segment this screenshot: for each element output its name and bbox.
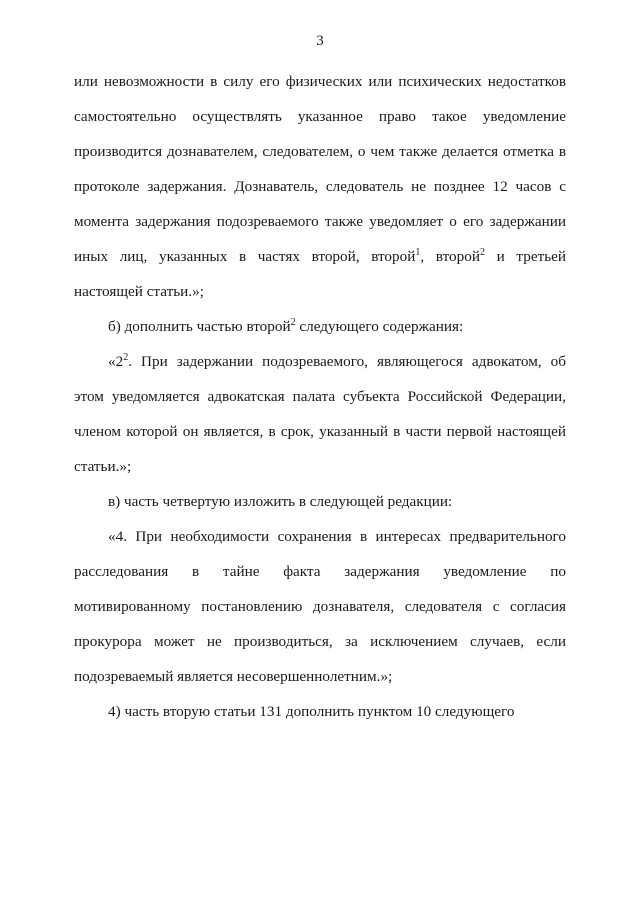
paragraph: «4. При необходимости сохранения в интересах предварительного расследования в тайне факта задержания уведомление по мотивированному постановлению дознавателя, следователя с согласия прокурора может не производиться, за исключением случаев, если подозреваемый является несовершеннолетним.»; [74, 528, 566, 685]
paragraph: или невозможности в силу его физических или психических недостатков самостоятельно осуществлять указанное право такое уведомление производится дознавателем, следователем, о чем также делается отметка в протоколе задержания. Дознаватель, следователь не позднее 12 часов с момента задержания подозреваемого также уведомляет о его задержании иных лиц, указанных в частях второй, второй$^1$, второй$^2$ и третьей настоящей статьи.»; [74, 73, 567, 300]
page-number: 3 [316, 33, 324, 49]
superscript: 2 [123, 351, 129, 363]
superscript: 2 [479, 246, 485, 258]
superscript: 2 [290, 316, 296, 328]
paragraph: 4) часть вторую статьи 131 дополнить пунктом 10 следующего [108, 703, 515, 720]
superscript: 1 [415, 246, 421, 258]
document-body [74, 64, 566, 729]
paragraph: в) часть четвертую изложить в следующей редакции: [108, 493, 453, 510]
paragraph: б) дополнить частью второй$^2$ следующего содержания: [108, 316, 464, 335]
paragraph: «$2^2$. При задержании подозреваемого, являющегося адвокатом, об этом уведомляется адвокатская палата субъекта Российской Федерации, членом которой он является, в срок, указанный в части первой настоящей статьи.»; [74, 351, 566, 475]
